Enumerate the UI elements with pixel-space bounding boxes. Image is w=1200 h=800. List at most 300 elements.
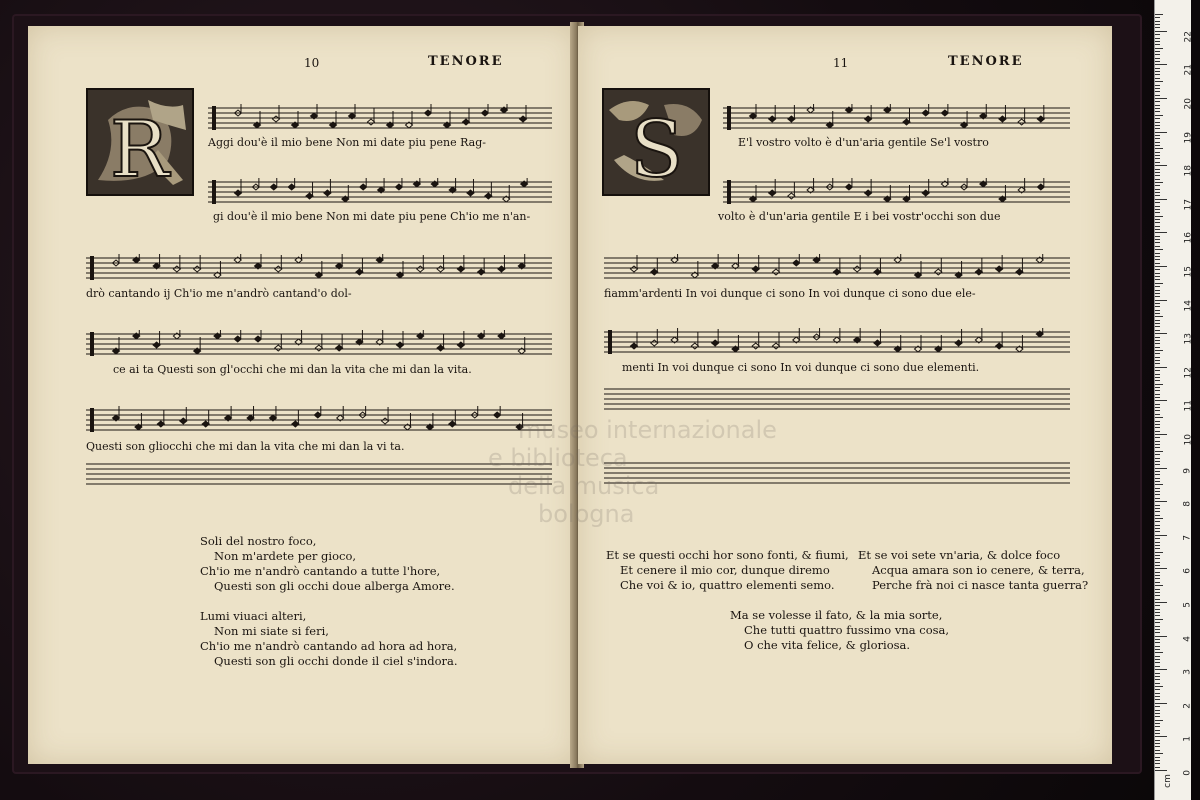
ruler-tick <box>1155 716 1160 717</box>
ruler-tick <box>1155 642 1160 643</box>
ruler-number: 15 <box>1183 266 1193 278</box>
music-note <box>1018 119 1025 125</box>
ruler-tick <box>1155 337 1160 338</box>
ruler-tick <box>1155 431 1160 432</box>
music-note <box>494 412 501 418</box>
right-page-header: TENORE <box>948 54 1024 69</box>
ruler-tick <box>1155 636 1167 637</box>
music-note <box>651 269 658 275</box>
ruler-tick <box>1155 236 1160 237</box>
left-page-number: 10 <box>304 56 320 70</box>
watermark-text: bologna <box>538 500 635 528</box>
ruler-tick <box>1155 421 1160 422</box>
ruler-number: 2 <box>1183 702 1193 709</box>
music-note <box>793 260 800 266</box>
ruler-tick <box>1155 48 1163 49</box>
ruler-tick <box>1155 182 1163 183</box>
ruler-tick <box>1155 770 1167 771</box>
ruler-tick <box>1155 730 1160 731</box>
ruler-tick <box>1155 414 1160 415</box>
music-note <box>833 269 840 275</box>
lyric-line-2: gi dou'è il mio bene Non mi date piu pene Ch'io me n'an- <box>213 210 531 223</box>
ruler-tick <box>1155 464 1160 465</box>
lyric-line-4: ce ai ta Questi son gl'occhi che mi dan la vita che mi dan la vita. <box>113 363 472 376</box>
music-note <box>752 343 759 349</box>
ruler-tick <box>1155 125 1160 126</box>
ruler-tick <box>1155 199 1167 200</box>
ruler-tick <box>1155 454 1160 455</box>
ruler-tick <box>1155 404 1160 405</box>
music-note <box>395 184 402 190</box>
ruler-tick <box>1155 535 1167 536</box>
ruler-tick <box>1155 582 1160 583</box>
poem-line: Questi son gli occhi doue alberga Amore. <box>214 579 455 593</box>
music-note <box>324 190 331 196</box>
ruler-number: 1 <box>1183 736 1193 743</box>
ruler-tick <box>1155 380 1160 381</box>
ruler-tick <box>1155 320 1160 321</box>
ruler-tick <box>1155 54 1160 55</box>
ruler-tick <box>1155 24 1160 25</box>
music-note <box>449 421 456 427</box>
ruler-tick <box>1155 736 1167 737</box>
empty-staff <box>604 386 1070 412</box>
ruler-tick <box>1155 101 1160 102</box>
ruler-tick <box>1155 323 1160 324</box>
ruler-tick <box>1155 689 1160 690</box>
ruler-tick <box>1155 269 1160 270</box>
ruler-tick <box>1155 488 1160 489</box>
music-staff <box>604 328 1070 356</box>
ruler-tick <box>1155 713 1160 714</box>
right-page-number: 11 <box>833 56 849 70</box>
music-note <box>478 269 485 275</box>
music-note <box>935 269 942 275</box>
ruler-tick <box>1155 31 1167 32</box>
ruler-tick <box>1155 95 1160 96</box>
ruler-number: 7 <box>1183 534 1193 541</box>
ruler-tick <box>1155 471 1160 472</box>
ruler-number: 19 <box>1183 131 1193 144</box>
ruler-tick <box>1155 733 1160 734</box>
ruler-tick <box>1155 602 1167 603</box>
ruler-tick <box>1155 145 1160 146</box>
ruler-number: 22 <box>1183 30 1193 43</box>
music-note <box>975 269 982 275</box>
ruler-tick <box>1155 615 1160 616</box>
ruler-tick <box>1155 696 1160 697</box>
music-note <box>202 421 209 427</box>
ruler-tick <box>1155 142 1160 143</box>
ruler-tick <box>1155 290 1160 291</box>
ruler-number: 13 <box>1183 333 1193 345</box>
ruler-tick <box>1155 239 1160 240</box>
ruler-tick <box>1155 303 1160 304</box>
ruler-tick <box>1155 545 1160 546</box>
ruler-tick <box>1155 662 1160 663</box>
ruler-tick <box>1155 316 1163 317</box>
poem-line: Et cenere il mio cor, dunque diremo <box>620 563 830 577</box>
ruler-tick <box>1155 555 1160 556</box>
music-staff <box>723 178 1070 206</box>
ruler-tick <box>1155 481 1160 482</box>
ruler-tick <box>1155 494 1160 495</box>
music-staff <box>86 330 552 358</box>
lyric-line-3: drò cantando ij Ch'io me n'andrò cantand'o dol- <box>86 287 352 300</box>
ruler-tick <box>1155 531 1160 532</box>
watermark-text: museo internazionale <box>518 416 777 444</box>
music-note <box>180 418 187 424</box>
music-note <box>292 421 299 427</box>
ruler-tick <box>1155 468 1167 469</box>
ruler-tick <box>1155 720 1163 721</box>
music-note <box>773 343 780 349</box>
ruler-tick <box>1155 81 1163 82</box>
ruler-tick <box>1155 491 1160 492</box>
music-note <box>356 269 363 275</box>
ruler-tick <box>1155 347 1160 348</box>
ruler-tick <box>1155 85 1160 86</box>
ruler-tick <box>1155 589 1160 590</box>
empty-staff <box>604 460 1070 486</box>
poem-line: Et se voi sete vn'aria, & dolce foco <box>858 548 1061 562</box>
ruler-number: 3 <box>1183 669 1193 675</box>
ruler-tick <box>1155 105 1160 106</box>
poem-line: Ch'io me n'andrò cantando ad hora ad hora, <box>200 639 458 653</box>
ruler-tick <box>1155 656 1160 657</box>
ruler-tick <box>1155 575 1160 576</box>
poem-column-2 <box>858 548 1088 593</box>
ruler-tick <box>1155 283 1163 284</box>
music-note <box>315 345 322 351</box>
poem-column-1 <box>606 548 849 593</box>
music-note <box>631 343 638 349</box>
woodcut-initial-icon <box>604 90 708 194</box>
ruler-tick <box>1155 128 1160 129</box>
ruler-tick <box>1155 108 1160 109</box>
ruler-tick <box>1155 511 1160 512</box>
music-note <box>425 110 432 116</box>
ruler-number: 10 <box>1183 434 1193 446</box>
ruler-tick <box>1155 333 1167 334</box>
music-note <box>336 345 343 351</box>
music-note <box>234 336 241 342</box>
ruler-tick <box>1155 175 1160 176</box>
ruler-number: 20 <box>1183 98 1193 110</box>
ruler-number: 8 <box>1183 501 1193 507</box>
music-staff <box>723 104 1070 132</box>
ruler-tick <box>1155 753 1163 754</box>
ruler-tick <box>1155 424 1160 425</box>
ruler-tick <box>1155 326 1160 327</box>
ruler-number: 9 <box>1183 467 1193 474</box>
ruler-tick <box>1155 417 1163 418</box>
ruler-tick <box>1155 669 1167 670</box>
music-staff <box>208 104 552 132</box>
ruler-tick <box>1155 410 1160 411</box>
ruler-tick <box>1155 508 1160 509</box>
music-note <box>996 343 1003 349</box>
ruler-tick <box>1155 242 1160 243</box>
music-note <box>437 345 444 351</box>
ruler-tick <box>1155 710 1160 711</box>
ruler-tick <box>1155 612 1160 613</box>
music-note <box>520 116 527 122</box>
music-note <box>368 119 375 125</box>
ruler-tick <box>1155 400 1167 401</box>
svg-text:R: R <box>110 105 169 194</box>
ruler-tick <box>1155 249 1163 250</box>
ruler-tick <box>1155 558 1160 559</box>
ruler-tick <box>1155 135 1160 136</box>
ruler-tick <box>1155 27 1160 28</box>
ruler-tick <box>1155 552 1163 553</box>
music-note <box>273 116 280 122</box>
poem-line: Perche frà noi ci nasce tanta guerra? <box>872 578 1089 592</box>
poem-stanzas <box>200 534 458 669</box>
ruler-tick <box>1155 350 1163 351</box>
ruler-tick <box>1155 548 1160 549</box>
ruler-tick <box>1155 407 1160 408</box>
ruler-tick <box>1155 528 1160 529</box>
poem-line: O che vita felice, & gloriosa. <box>744 638 911 652</box>
music-note <box>769 190 776 196</box>
music-note <box>854 266 861 272</box>
ruler-number: 4 <box>1183 635 1193 642</box>
ruler-tick <box>1155 360 1160 361</box>
ruler-number: 18 <box>1183 165 1193 177</box>
left-page <box>28 26 576 764</box>
ruler-tick <box>1155 310 1160 311</box>
music-note <box>631 266 638 272</box>
ruler-tick <box>1155 723 1160 724</box>
music-note <box>467 190 474 196</box>
music-note <box>397 342 404 348</box>
ruler-tick <box>1155 38 1160 39</box>
ruler-tick <box>1155 222 1160 223</box>
music-note <box>270 184 277 190</box>
music-note <box>485 193 492 199</box>
music-note <box>360 184 367 190</box>
ruler-tick <box>1155 572 1160 573</box>
music-note <box>1037 116 1044 122</box>
ruler-tick <box>1155 313 1160 314</box>
music-note <box>235 190 242 196</box>
music-note <box>874 269 881 275</box>
ruler-tick <box>1155 111 1160 112</box>
ruler-tick <box>1155 394 1160 395</box>
music-note <box>255 336 262 342</box>
ruler-tick <box>1155 740 1160 741</box>
ruler-tick <box>1155 330 1160 331</box>
ruler-tick <box>1155 115 1163 116</box>
empty-staff <box>86 461 552 487</box>
ruler-tick <box>1155 306 1160 307</box>
poem-line: Et se questi occhi hor sono fonti, & fiumi, <box>606 548 849 562</box>
ruler-tick <box>1155 427 1160 428</box>
ruler-tick <box>1155 88 1160 89</box>
ruler-tick <box>1155 525 1160 526</box>
music-note <box>1037 184 1044 190</box>
ruler-tick <box>1155 605 1160 606</box>
poem-line: Non m'ardete per gioco, <box>214 549 357 563</box>
ruler-tick <box>1155 152 1160 153</box>
music-staff <box>86 254 552 282</box>
ruler-tick <box>1155 683 1160 684</box>
ruler-tick <box>1155 706 1160 707</box>
ruler-tick <box>1155 726 1160 727</box>
ruler-tick <box>1155 703 1167 704</box>
ruler-tick <box>1155 565 1160 566</box>
ruler-tick <box>1155 387 1160 388</box>
music-note <box>955 340 962 346</box>
ruler-tick <box>1155 370 1160 371</box>
lyric-line-5: Questi son gliocchi che mi dan la vita che mi dan la vi ta. <box>86 440 405 453</box>
music-note <box>865 190 872 196</box>
lyric-line-3: fiamm'ardenti In voi dunque ci sono In voi dunque ci sono due ele- <box>604 287 976 300</box>
ruler-tick <box>1155 300 1167 301</box>
music-staff <box>604 254 1070 282</box>
ruler-tick <box>1155 226 1160 227</box>
ruler-tick <box>1155 71 1160 72</box>
music-note <box>845 184 852 190</box>
ruler-tick <box>1155 437 1160 438</box>
music-note <box>922 110 929 116</box>
ruler-tick <box>1155 195 1160 196</box>
music-note <box>457 266 464 272</box>
music-note <box>288 184 295 190</box>
ruler-tick <box>1155 253 1160 254</box>
ruler-tick <box>1155 447 1160 448</box>
ruler-tick <box>1155 592 1160 593</box>
poem-line: Lumi viuaci alteri, <box>200 609 307 623</box>
music-note <box>306 193 313 199</box>
ruler-number: 14 <box>1183 299 1193 312</box>
ruler-tick <box>1155 673 1160 674</box>
music-note <box>173 266 180 272</box>
ruler-tick <box>1155 17 1160 18</box>
ruler-tick <box>1155 757 1160 758</box>
ruler-number: 6 <box>1183 568 1193 575</box>
ruler-tick <box>1155 622 1160 623</box>
ruler-tick <box>1155 61 1160 62</box>
ruler-tick <box>1155 179 1160 180</box>
ruler-tick <box>1155 461 1160 462</box>
music-note <box>922 190 929 196</box>
ruler-tick <box>1155 256 1160 257</box>
ruler-tick <box>1155 64 1167 65</box>
music-note <box>769 116 776 122</box>
ruler-tick <box>1155 451 1163 452</box>
ruler-tick <box>1155 353 1160 354</box>
ruler-tick <box>1155 148 1163 149</box>
lyric-line-1: E'l vostro volto è d'un'aria gentile Se'l vostro <box>738 136 989 149</box>
left-page-header: TENORE <box>428 54 504 69</box>
music-note <box>712 340 719 346</box>
music-note <box>194 266 201 272</box>
ruler-tick <box>1155 122 1160 123</box>
music-note <box>275 345 282 351</box>
ruler-tick <box>1155 484 1163 485</box>
ruler-tick <box>1155 390 1160 391</box>
ruler-tick <box>1155 132 1167 133</box>
ruler-tick <box>1155 202 1160 203</box>
poem-line: Non mi siate si feri, <box>214 624 329 638</box>
ruler-tick <box>1155 649 1160 650</box>
ruler-tick <box>1155 542 1160 543</box>
ruler-tick <box>1155 21 1160 22</box>
ruler-tick <box>1155 363 1160 364</box>
ruler-tick <box>1155 626 1160 627</box>
ruler-tick <box>1155 293 1160 294</box>
ruler-tick <box>1155 585 1163 586</box>
ruler-tick <box>1155 679 1160 680</box>
ruler-tick <box>1155 374 1160 375</box>
music-note <box>691 343 698 349</box>
right-page <box>488 26 1112 764</box>
ruler-tick <box>1155 518 1163 519</box>
poem-line: Soli del nostro foco, <box>200 534 317 548</box>
ruler-tick <box>1155 212 1160 213</box>
ruler-tick <box>1155 595 1160 596</box>
ruler-tick <box>1155 276 1160 277</box>
ruler-tick <box>1155 259 1160 260</box>
ruler-tick <box>1155 296 1160 297</box>
ruler-tick <box>1155 14 1163 15</box>
music-note <box>382 418 389 424</box>
ruler-tick <box>1155 746 1160 747</box>
music-note <box>482 110 489 116</box>
ruler-tick <box>1155 279 1160 280</box>
music-note <box>651 340 658 346</box>
ruler-tick <box>1155 521 1160 522</box>
ruler-tick <box>1155 646 1160 647</box>
music-note <box>788 116 795 122</box>
ruler-tick <box>1155 384 1163 385</box>
ruler-tick <box>1155 343 1160 344</box>
ruler-tick <box>1155 652 1163 653</box>
ruler-tick <box>1155 232 1167 233</box>
music-note <box>417 266 424 272</box>
poem-line <box>200 594 458 609</box>
ruler-number: 11 <box>1183 400 1193 412</box>
ruler-tick <box>1155 377 1160 378</box>
music-note <box>275 266 282 272</box>
music-note <box>437 266 444 272</box>
music-note <box>999 116 1006 122</box>
ruler-tick <box>1155 444 1160 445</box>
ruler-tick <box>1155 505 1160 506</box>
ruler-tick <box>1155 216 1163 217</box>
ruler-number: 21 <box>1183 64 1193 76</box>
ruler-tick <box>1155 185 1160 186</box>
poem-line: Ma se volesse il fato, & la mia sorte, <box>730 608 943 622</box>
poem-line: Ch'io me n'andrò cantando a tutte l'hore, <box>200 564 441 578</box>
watermark-text: e biblioteca <box>488 444 628 472</box>
ruler-tick <box>1155 91 1160 92</box>
ruler-tick <box>1155 286 1160 287</box>
ruler-tick <box>1155 632 1160 633</box>
measurement-ruler <box>1154 0 1191 800</box>
ruler-tick <box>1155 34 1160 35</box>
ruler-unit-label: cm <box>1162 774 1173 788</box>
ruler-tick <box>1155 169 1160 170</box>
ruler-tick <box>1155 676 1160 677</box>
ruler-tick <box>1155 629 1160 630</box>
ruler-number: 12 <box>1183 366 1193 379</box>
svg-text:S: S <box>630 105 684 194</box>
music-note <box>463 119 470 125</box>
